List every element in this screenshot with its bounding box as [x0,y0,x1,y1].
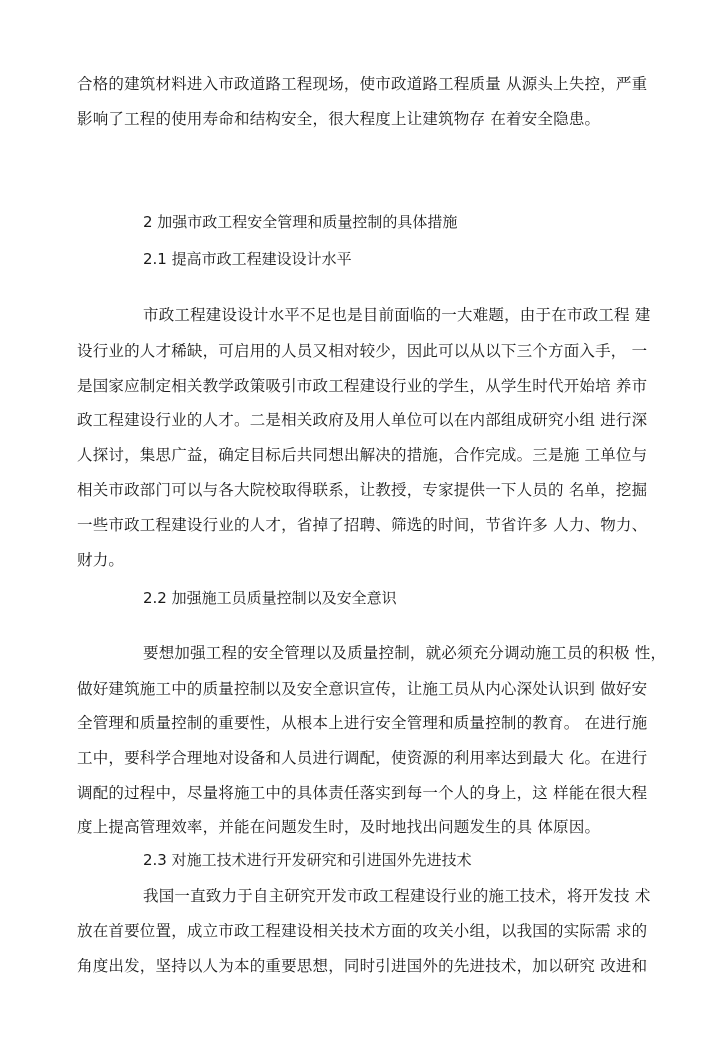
section-2-1-heading: 2.1 提高市政工程建设设计水平 [143,250,352,268]
section-2-3-heading: 2.3 对施工技术进行开发研究和引进国外先进技术 [143,851,472,869]
s21-line-3: 是国家应制定相关教学政策吸引市政工程建设行业的学生，从学生时代开始培 养市 [77,377,648,395]
s21-line-7: 一些市政工程建设行业的人才，省掉了招聘、筛选的时间，节省许多 人力、物力、 [77,516,648,534]
s23-line-3: 角度出发，坚持以人为本的重要思想，同时引进国外的先进技术，加以研究 改进和 [77,957,648,975]
s21-line-6: 相关市政部门可以与各大院校取得联系，让教授，专家提供一下人员的 名单，挖掘 [77,481,648,499]
s22-line-3: 全管理和质量控制的重要性，从根本上进行安全管理和质量控制的教育。 在进行施 [77,714,648,732]
s22-line-2: 做好建筑施工中的质量控制以及安全意识宣传，让施工员从内心深处认识到 做好安 [77,680,648,698]
s22-line-6: 度上提高管理效率，并能在问题发生时，及时地找出问题发生的具 体原因。 [77,818,601,836]
s21-line-4: 政工程建设行业的人才。二是相关政府及用人单位可以在内部组成研究小组 进行深 [77,411,648,429]
s21-line-5: 人探讨，集思广益，确定目标后共同想出解决的措施，合作完成。三是施 工单位与 [77,446,648,464]
s22-line-1: 要想加强工程的安全管理以及质量控制，就必须充分调动施工员的积极 性， [143,644,667,662]
s23-line-1: 我国一直致力于自主研究开发市政工程建设行业的施工技术，将开发技 术 [143,887,651,905]
s21-line-1: 市政工程建设设计水平不足也是目前面临的一大难题，由于在市政工程 建 [143,306,651,324]
s22-line-4: 工中，要科学合理地对设备和人员进行调配，使资源的利用率达到最大 化。在进行 [77,749,648,767]
s21-line-2: 设行业的人才稀缺，可启用的人员又相对较少，因此可以从以下三个方面入手， 一 [77,342,648,360]
s21-line-8: 财力。 [77,551,125,569]
section-2-heading: 2 加强市政工程安全管理和质量控制的具体措施 [143,213,458,231]
s22-line-5: 调配的过程中，尽量将施工中的具体责任落实到每一个人的身上，这 样能在很大程 [77,784,648,802]
section-2-2-heading: 2.2 加强施工员质量控制以及安全意识 [143,589,397,607]
intro-line-2: 影响了工程的使用寿命和结构安全，很大程度上让建筑物存 在着安全隐患。 [77,110,601,128]
s23-line-2: 放在首要位置，成立市政工程建设相关技术方面的攻关小组，以我国的实际需 求的 [77,922,648,940]
intro-line-1: 合格的建筑材料进入市政道路工程现场，使市政道路工程质量 从源头上失控，严重 [77,75,648,93]
